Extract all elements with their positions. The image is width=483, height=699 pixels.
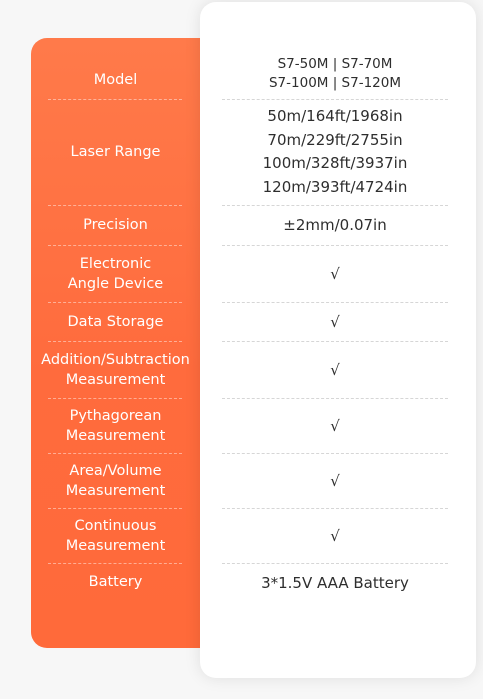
check-icon: √	[330, 313, 340, 331]
label-continuous	[31, 509, 200, 563]
value-model-line-2: S7-100M | S7-120M	[268, 75, 402, 91]
value-continuous	[222, 509, 448, 563]
label-battery-text: Battery	[88, 574, 143, 590]
label-addsub-line-2: Measurement	[65, 372, 166, 388]
row-divider	[222, 99, 448, 100]
label-angle-device	[31, 246, 200, 302]
value-laser-range-line-3: 100m/328ft/3937in	[262, 154, 408, 172]
check-icon: √	[330, 265, 340, 283]
label-data-storage	[31, 303, 200, 341]
label-addition-subtraction	[31, 342, 200, 398]
label-pythagorean	[31, 399, 200, 453]
check-icon: √	[330, 527, 340, 545]
label-model	[31, 60, 200, 100]
check-icon: √	[330, 472, 340, 490]
label-battery	[31, 564, 200, 600]
label-pythagorean-line-2: Measurement	[65, 428, 166, 444]
label-addsub-line-1: Addition/Subtraction	[41, 352, 190, 368]
value-addition-subtraction	[222, 342, 448, 398]
value-laser-range	[222, 104, 448, 200]
value-data-storage	[222, 303, 448, 341]
label-pythagorean-line-1: Pythagorean	[69, 408, 162, 424]
check-icon: √	[330, 361, 340, 379]
value-battery	[222, 564, 448, 602]
label-precision	[31, 206, 200, 244]
check-icon: √	[330, 417, 340, 435]
value-precision-text: ±2mm/0.07in	[283, 216, 387, 234]
label-angle-line-1: Electronic	[79, 256, 152, 272]
value-laser-range-line-4: 120m/393ft/4724in	[262, 177, 408, 196]
label-data-storage-text: Data Storage	[67, 314, 164, 330]
value-laser-range-line-2: 70m/229ft/2755in	[267, 130, 403, 149]
label-precision-text: Precision	[83, 217, 148, 233]
value-area-volume	[222, 454, 448, 508]
label-continuous-line-2: Measurement	[65, 538, 166, 554]
value-model-line-1: S7-50M | S7-70M	[277, 56, 393, 72]
label-laser-range	[31, 100, 200, 204]
label-area-line-1: Area/Volume	[69, 463, 162, 479]
label-continuous-line-1: Continuous	[74, 518, 157, 534]
value-battery-text: 3*1.5V AAA Battery	[261, 574, 409, 592]
label-area-line-2: Measurement	[65, 483, 166, 499]
label-angle-line-2: Angle Device	[67, 276, 164, 292]
label-model-text: Model	[93, 72, 138, 88]
value-angle-device	[222, 246, 448, 302]
label-area-volume	[31, 454, 200, 508]
value-laser-range-line-1: 50m/164ft/1968in	[267, 107, 403, 125]
value-precision	[222, 206, 448, 244]
value-model	[222, 50, 448, 98]
value-pythagorean	[222, 399, 448, 453]
label-laser-range-text: Laser Range	[70, 144, 161, 160]
